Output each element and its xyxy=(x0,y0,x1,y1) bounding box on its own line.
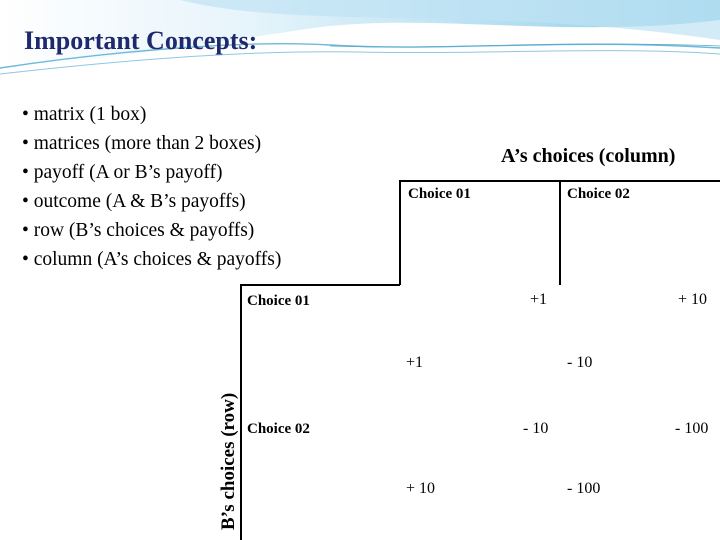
column-player-label: A’s choices (column) xyxy=(501,145,676,167)
page-title: Important Concepts: xyxy=(24,26,258,55)
matrix-header-divider xyxy=(559,180,561,285)
list-item: • payoff (A or B’s payoff) xyxy=(22,158,281,187)
row-choice-01: Choice 01 xyxy=(247,293,310,309)
payoff-r1c1-b: +1 xyxy=(406,354,424,371)
matrix-top-left-border xyxy=(240,284,400,286)
payoff-r2c2-b: - 100 xyxy=(567,480,601,497)
payoff-r2c2-a: - 100 xyxy=(675,420,709,437)
payoff-r1c2-b: - 10 xyxy=(567,354,593,371)
payoff-r1c1-a: +1 xyxy=(530,291,548,308)
column-choice-01: Choice 01 xyxy=(408,186,471,202)
payoff-r1c2-a: + 10 xyxy=(678,291,708,308)
payoff-r2c1-a: - 10 xyxy=(523,420,549,437)
concept-list xyxy=(22,100,281,274)
list-item: • row (B’s choices & payoffs) xyxy=(22,216,281,245)
list-item: • matrices (more than 2 boxes) xyxy=(22,129,281,158)
list-item: • outcome (A & B’s payoffs) xyxy=(22,187,281,216)
row-choice-02: Choice 02 xyxy=(247,421,310,437)
list-item: • matrix (1 box) xyxy=(22,100,281,129)
matrix-left-border xyxy=(240,285,242,540)
payoff-r2c1-b: + 10 xyxy=(406,480,436,497)
row-player-label: B’s choices (row) xyxy=(218,392,239,530)
list-item: • column (A’s choices & payoffs) xyxy=(22,245,281,274)
column-choice-02: Choice 02 xyxy=(567,186,630,202)
matrix-header-left-border xyxy=(399,180,401,285)
